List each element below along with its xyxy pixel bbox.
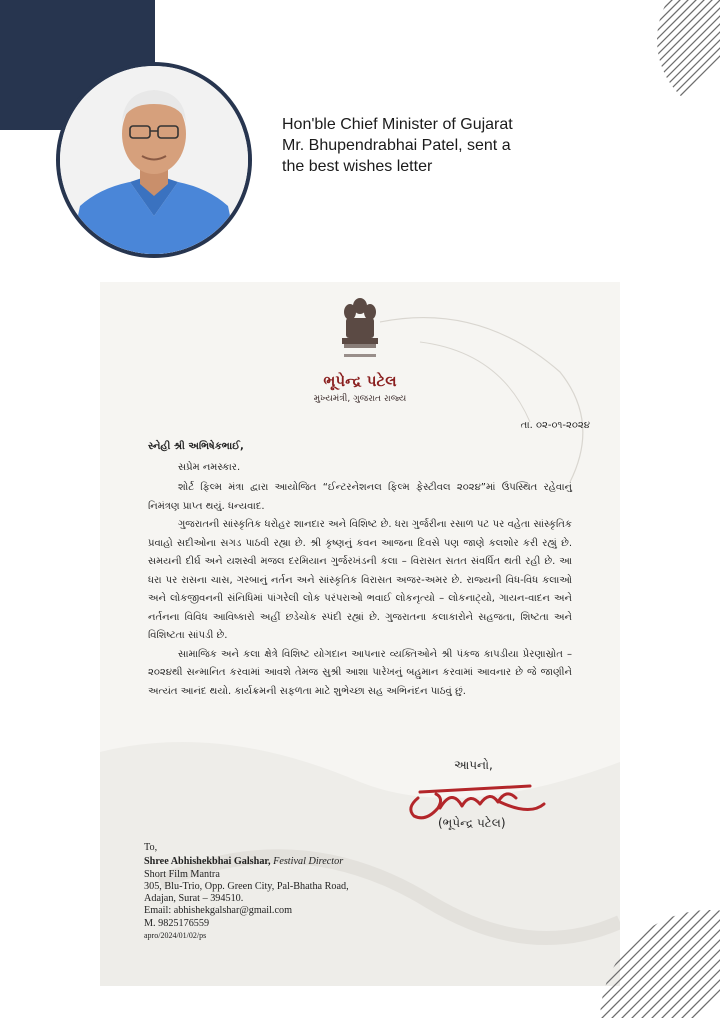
caption-line: Hon'ble Chief Minister of Gujarat [282,116,513,133]
header-caption [282,114,582,177]
letter-salutation: સ્નેહી શ્રી અભિષેકભાઈ, [148,441,244,452]
caption-line: Mr. Bhupendrabhai Patel, sent a [282,137,511,154]
letter-closing: આપનો, [454,758,493,772]
portrait-frame [56,62,252,258]
address-line: 305, Blu-Trio, Opp. Green City, Pal-Bhatha Road, [144,880,349,892]
address-email: Email: abhishekgalshar@gmail.com [144,905,293,917]
national-emblem-icon [332,292,388,374]
letter-greeting: સપ્રેમ નમસ્કાર. [178,461,241,473]
hatch-pattern-bottom-right [560,900,720,1018]
recipient-address [144,842,444,942]
letter-reference: apro/2024/01/02/ps [144,931,207,941]
hatch-pattern-top-right [640,0,720,130]
address-line: Short Film Mantra [144,868,220,880]
recipient-role: Festival Director [270,856,344,868]
letter-signatory: (ભૂપેન્દ્ર પટેલ) [438,816,506,830]
caption-line: the best wishes letter [282,158,433,175]
letter-paragraph: ગુજરાતની સાંસ્કૃતિક ધરોહર શાનદાર અને વિશિષ્ટ છે. ધરા ગુર્જરીના રસાળ પટ પર વહેતા સાંસ્કૃતિક પ્રવાહો સદીઓના સગડ પાઠવી રહ્યા છે. શ્રી કૃષ્ણનું કવન આજના દિવસે પણ જાણે કલશોર કરી રહ્યું છે. સમયની દીર્ઘ અને યશસ્વી મજલ દરમિયાન ગુર્જરખંડની કલા – વિરાસત સતત સંવર્ધિત થતી રહી છે. આ ધરા પર રાસના ચાસ, ગરબાનું નર્તન અને સાંસ્કૃતિક વિરાસત અજર-અમર છે. રાજ્યની વિધ-વિધ કલાઓ અને લોકજીવનની સંનિધિમાં પાંગરેલી લોક પરંપરાઓ ભવાઈ લોકનૃત્યો – લોકનાટ્યો, ગાયન-વાદન અને નર્તનના વિવિધ આવિષ્કારો અહીં છડેચોક સ્પંદી રહ્યાં છે. ગુજરાતના કલાકારોને સહજતા, શિષ્ટતા અને વિશિષ્ટતા સાંપડી છે. [148,519,572,641]
letterhead-name: ભૂપેન્દ્ર પટેલ [323,372,397,390]
letterhead-designation: મુખ્યમંત્રી, ગુજરાત રાજ્ય [313,394,407,404]
letter-paragraph: સામાજિક અને કલા ક્ષેત્રે વિશિષ્ટ યોગદાન આપનાર વ્યક્તિઓને શ્રી પંકજ કાપડીયા પ્રેરણાસ્રોત – ૨૦૨૪થી સન્માનિત કરવામાં આવશે તેમજ સુશ્રી આશા પારેખનું બહુમાન કરવામાં આવનાર છે જે જાણીને અત્યંત આનંદ થયો. કાર્યક્રમની સફળતા માટે શુભેચ્છા સહ અભિનંદન પાઠવું છું. [148,648,572,697]
address-to: To, [144,842,158,853]
letter-date: તા. ૦૨-૦૧-૨૦૨૪ [520,420,590,431]
letter-body [148,438,572,701]
letter-paragraph: શોર્ટ ફિલ્મ મંત્રા દ્વારા આયોજિત “ઈન્ટરનેશનલ ફિલ્મ ફેસ્ટીવલ ૨૦૨૪”માં ઉપસ્થિત રહેવાનું નિમંત્રણ પ્રાપ્ત થયું. ધન્યવાદ. [148,482,572,512]
portrait-photo [60,66,248,254]
recipient-name: Shree Abhishekbhai Galshar, [144,856,271,868]
letter-document [100,282,620,986]
address-mobile: M. 9825176559 [144,917,210,929]
address-line: Adajan, Surat – 394510. [144,893,244,905]
address-name-line [144,856,444,868]
